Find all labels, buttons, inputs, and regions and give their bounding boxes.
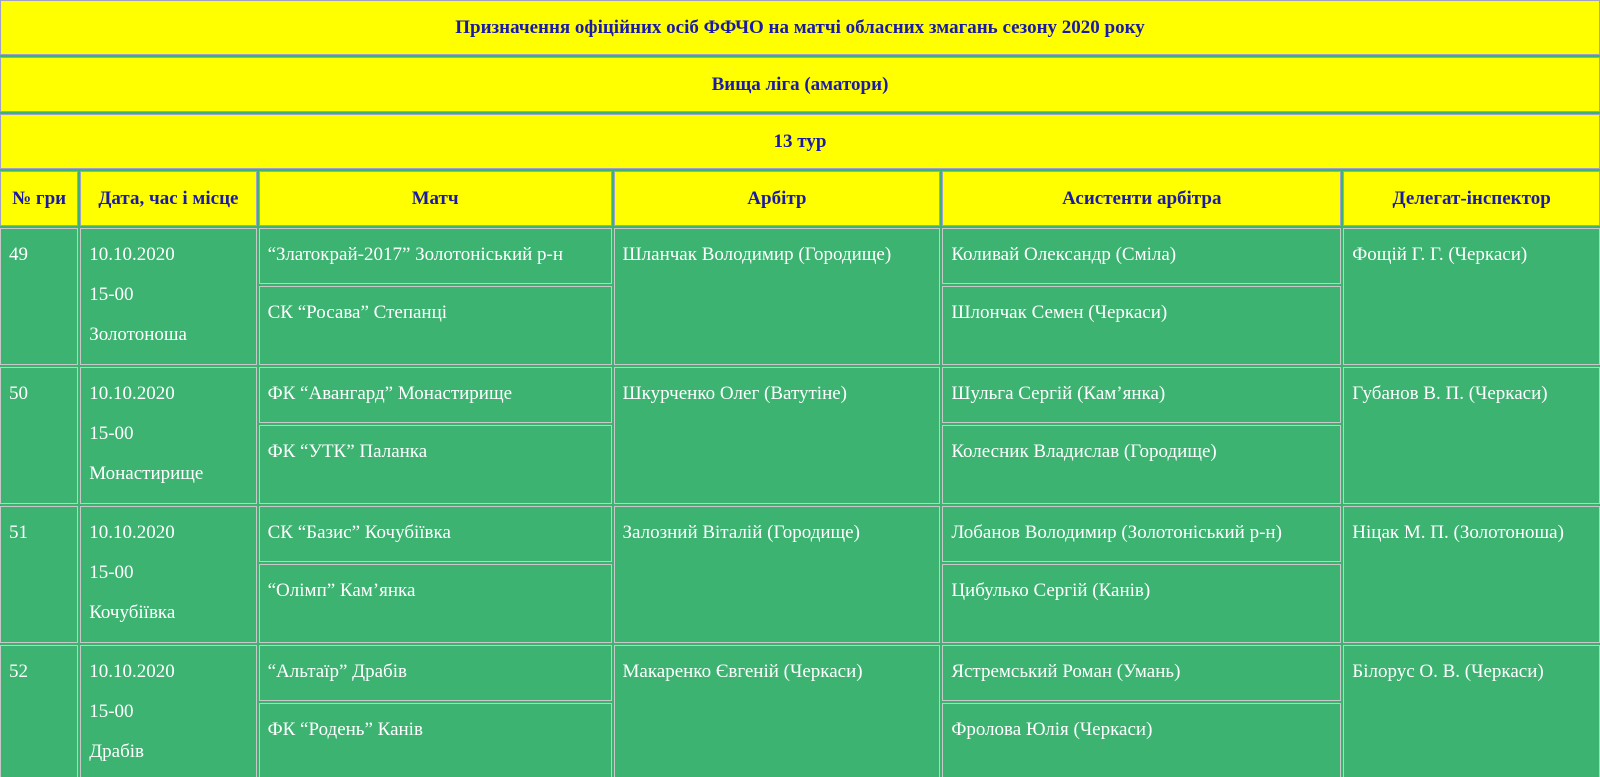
away-team: СК “Росава” Степанці	[259, 286, 612, 365]
assistant-2: Колесник Владислав (Городище)	[942, 425, 1341, 504]
home-team: ФК “Авангард” Монастирище	[259, 367, 612, 423]
referee: Залозний Віталій (Городище)	[614, 506, 941, 643]
game-number: 52	[0, 645, 78, 777]
game-number: 49	[0, 228, 78, 365]
table-row	[0, 367, 1600, 423]
game-date-place	[80, 228, 256, 365]
game-number: 50	[0, 367, 78, 504]
game-place: Кочубіївка	[89, 602, 176, 623]
assistant-1: Шульга Сергій (Кам’янка)	[942, 367, 1341, 423]
delegate: Губанов В. П. (Черкаси)	[1343, 367, 1600, 504]
away-team: ФК “УТК” Паланка	[259, 425, 612, 504]
game-time: 15-00	[89, 701, 134, 722]
home-team: “Альтаїр” Драбів	[259, 645, 612, 701]
game-date-place	[80, 506, 256, 643]
header-referee: Арбітр	[614, 171, 941, 226]
assistant-2: Фролова Юлія (Черкаси)	[942, 703, 1341, 777]
table-row	[0, 645, 1600, 701]
assistant-1: Ястремський Роман (Умань)	[942, 645, 1341, 701]
delegate: Ніцак М. П. (Золотоноша)	[1343, 506, 1600, 643]
away-team: ФК “Родень” Канів	[259, 703, 612, 777]
assistant-1: Лобанов Володимир (Золотоніський р-н)	[942, 506, 1341, 562]
game-date: 10.10.2020	[89, 661, 175, 682]
game-date-place	[80, 367, 256, 504]
game-date-place	[80, 645, 256, 777]
table-row	[0, 506, 1600, 562]
game-date: 10.10.2020	[89, 244, 175, 265]
game-date: 10.10.2020	[89, 522, 175, 543]
header-assistants: Асистенти арбітра	[942, 171, 1341, 226]
header-date: Дата, час і місце	[80, 171, 256, 226]
referee: Шкурченко Олег (Ватутіне)	[614, 367, 941, 504]
delegate: Фощій Г. Г. (Черкаси)	[1343, 228, 1600, 365]
league-title: Вища ліга (аматори)	[0, 57, 1600, 112]
game-date: 10.10.2020	[89, 383, 175, 404]
page-title: Призначення офіційних осіб ФФЧО на матчі обласних змагань сезону 2020 року	[0, 0, 1600, 55]
assistant-1: Коливай Олександр (Сміла)	[942, 228, 1341, 284]
header-delegate: Делегат-інспектор	[1343, 171, 1600, 226]
away-team: “Олімп” Кам’янка	[259, 564, 612, 643]
game-place: Монастирище	[89, 463, 204, 484]
game-number: 51	[0, 506, 78, 643]
referee: Шланчак Володимир (Городище)	[614, 228, 941, 365]
game-place: Драбів	[89, 741, 144, 762]
round-title: 13 тур	[0, 114, 1600, 169]
delegate: Білорус О. В. (Черкаси)	[1343, 645, 1600, 777]
home-team: СК “Базис” Кочубіївка	[259, 506, 612, 562]
game-time: 15-00	[89, 284, 134, 305]
referee: Макаренко Євгеній (Черкаси)	[614, 645, 941, 777]
game-time: 15-00	[89, 562, 134, 583]
game-place: Золотоноша	[89, 324, 187, 345]
header-match: Матч	[259, 171, 612, 226]
home-team: “Златокрай-2017” Золотоніський р-н	[259, 228, 612, 284]
header-game-number: № гри	[0, 171, 78, 226]
assistant-2: Цибулько Сергій (Канів)	[942, 564, 1341, 643]
table-row	[0, 228, 1600, 284]
assistant-2: Шлончак Семен (Черкаси)	[942, 286, 1341, 365]
game-time: 15-00	[89, 423, 134, 444]
